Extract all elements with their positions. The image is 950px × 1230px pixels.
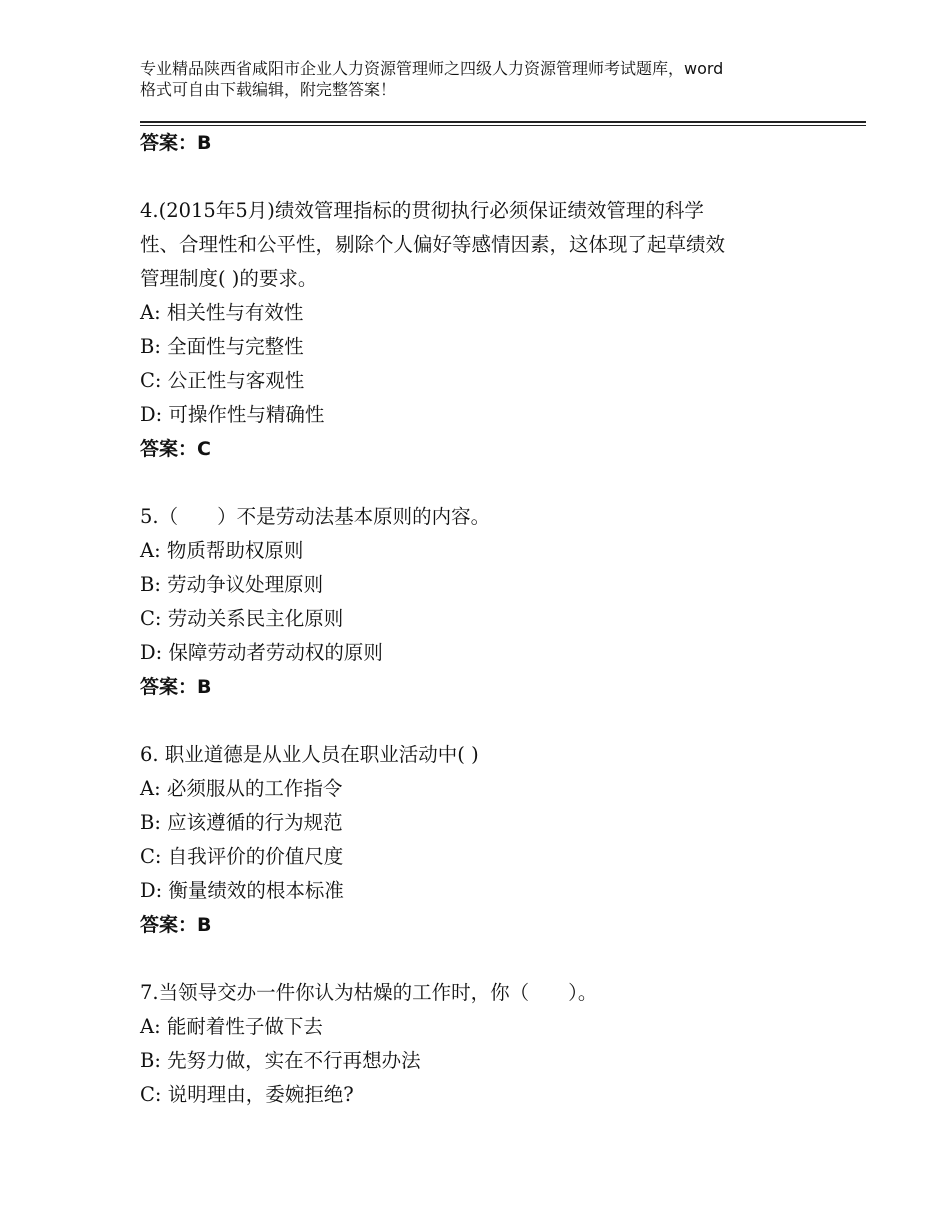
option-a: A: 能耐着性子做下去	[140, 1015, 323, 1038]
header-rule-thick	[140, 121, 866, 123]
answer-line: 答案：C	[140, 438, 211, 460]
option-a: A: 必须服从的工作指令	[140, 777, 343, 800]
header-title-line-1: 专业精品陕西省咸阳市企业人力资源管理师之四级人力资源管理师考试题库，word	[140, 59, 724, 78]
question-6	[140, 738, 860, 942]
option-c: C: 劳动关系民主化原则	[140, 607, 344, 630]
spacer	[140, 160, 860, 194]
option-b: B: 全面性与完整性	[140, 335, 304, 358]
option-c: C: 自我评价的价值尺度	[140, 845, 344, 868]
spacer	[140, 704, 860, 738]
question-list	[140, 126, 860, 1112]
answer-line: 答案：B	[140, 914, 212, 936]
answer-line: 答案：B	[140, 132, 212, 154]
question-5	[140, 500, 860, 704]
option-d: D: 可操作性与精确性	[140, 403, 325, 426]
question-7	[140, 976, 860, 1112]
option-d: D: 衡量绩效的根本标准	[140, 879, 344, 902]
question-stem: 6. 职业道德是从业人员在职业活动中( )	[140, 743, 479, 766]
spacer	[140, 466, 860, 500]
document-header	[140, 58, 840, 100]
question-4	[140, 194, 860, 466]
option-a: A: 相关性与有效性	[140, 301, 304, 324]
option-b: B: 应该遵循的行为规范	[140, 811, 343, 834]
question-stem: 5.（ ）不是劳动法基本原则的内容。	[140, 505, 491, 528]
option-a: A: 物质帮助权原则	[140, 539, 304, 562]
question-stem: 管理制度( )的要求。	[140, 267, 318, 290]
question-stem: 4.(2015年5月)绩效管理指标的贯彻执行必须保证绩效管理的科学	[140, 199, 704, 222]
option-b: B: 先努力做，实在不行再想办法	[140, 1049, 421, 1072]
header-title-line-2: 格式可自由下载编辑，附完整答案！	[140, 80, 397, 99]
option-c: C: 说明理由，委婉拒绝?	[140, 1083, 354, 1106]
option-b: B: 劳动争议处理原则	[140, 573, 324, 596]
question-stem: 7.当领导交办一件你认为枯燥的工作时，你（ ）。	[140, 981, 598, 1004]
option-c: C: 公正性与客观性	[140, 369, 305, 392]
question-stem: 性、合理性和公平性，剔除个人偏好等感情因素，这体现了起草绩效	[140, 233, 726, 256]
spacer	[140, 942, 860, 976]
option-d: D: 保障劳动者劳动权的原则	[140, 641, 383, 664]
answer-line: 答案：B	[140, 676, 212, 698]
